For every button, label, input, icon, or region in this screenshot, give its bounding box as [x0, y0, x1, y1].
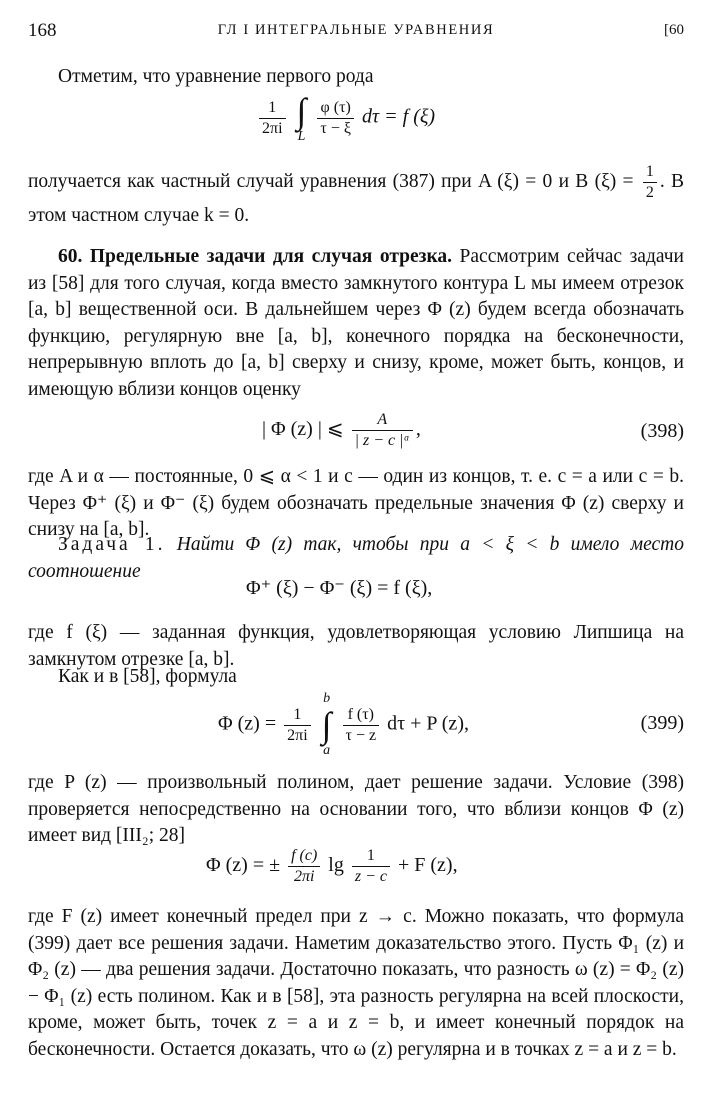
integrand-fraction: $\frac{f (\tau)}{\tau - z}$	[343, 705, 380, 746]
estimate-fraction: $\frac{A}{\text{| z − c |ᵅ}}$	[352, 410, 413, 451]
section-heading: 60. Предельные задачи для случая отрезка.	[58, 246, 453, 267]
formula-399: Φ (z) = $\frac{1}{2\pi i}$ b ∫ a $\frac{f (\tau)}{\tau - z}$ dτ + P (z),	[218, 691, 469, 758]
coefficient-fraction: $\frac{1}{2\pi i}$	[284, 705, 311, 746]
paragraph-polynomial: где P (z) — произвольный полином, дает решение задачи. Условие (398) проверяется непосредственно на основании того, что вблизи концов Φ (z) имеет вид [III₂; 28]	[28, 772, 684, 847]
paragraph-problem-1: Задача 1. Найти Φ (z) так, чтобы при a < ξ < b имело место соотношение	[28, 534, 684, 582]
formula-rhs: dτ + P (z),	[387, 712, 469, 735]
paragraph-proof-sketch: где F (z) имеет конечный предел при z → c. Можно показать, что формула (399) дает все решения задачи. Наметим доказательство этого. Пусть Φ₁ (z) и Φ₂ (z) — два решения задачи. Достаточно показать, что разность ω (z) = Φ₂ (z) − Φ₁ (z) есть полином. Как и в [58], эта разность регулярна на всей плоскости, кроме, может быть, точек z = a и z = b, и имеет конечный порядок на бесконечности. Остается доказать, что ω (z) регулярна и в точках z = a и z = b.	[28, 906, 684, 1060]
running-header	[28, 20, 684, 44]
equation-number-398: (398)	[640, 420, 684, 442]
coefficient-fraction: $\frac{1}{2\pi i}$	[259, 98, 286, 139]
one-half-fraction: $\frac{1}{2}$	[643, 162, 657, 203]
paragraph-section-60: 60. Предельные задачи для случая отрезка. Рассмотрим сейчас задачи из [58] для того случая, когда вместо замкнутого контура L мы имеем отрезок [a, b] вещественной оси. В дальнейшем через Φ (z) будем всегда обозначать функцию, регулярную вне [a, b], конечного порядка на бесконечности, непрерывную вплоть до [a, b] сверху и снизу, кроме, может быть, концов, и имеющую вблизи концов оценку	[28, 246, 684, 400]
integral-sign: ∫ L	[296, 91, 307, 144]
formula-boundary-condition: Φ⁺ (ξ) − Φ⁻ (ξ) = f (ξ),	[246, 577, 433, 599]
chapter-title: ГЛ I ИНТЕГРАЛЬНЫЕ УРАВНЕНИЯ	[217, 22, 495, 38]
formula-first-kind-equation	[256, 92, 435, 144]
paragraph-formula-intro: Как и в [58], формула	[58, 666, 237, 687]
paragraph-special-case: получается как частный случай уравнения (387) при A (ξ) = 0 и B (ξ) = $\frac{1}{2}$ . В этом частном случае k = 0.	[28, 163, 684, 226]
formula-398: | Φ (z) | ⩽ $\frac{A}{\text{| z − c |ᵅ}}$ ,	[262, 411, 421, 449]
formula-rhs: dτ = f (ξ)	[362, 105, 436, 128]
problem-label: Задача 1.	[58, 534, 166, 555]
section-reference: [60	[664, 22, 684, 38]
paragraph-constants: где A и α — постоянные, 0 ⩽ α < 1 и c — один из концов, т. е. c = a или c = b. Через Φ⁺ (ξ) и Φ⁻ (ξ) будем обозначать предельные значения Φ (z) сверху и снизу на [a, b].	[28, 466, 684, 541]
integral-sign: b ∫ a	[321, 691, 332, 758]
paragraph-lipschitz: где f (ξ) — заданная функция, удовлетворяющая условию Липшица на замкнутом отрезке [a, b].	[28, 622, 684, 670]
formula-endpoint-behavior: Φ (z) = ± $\frac{f (c)}{2\pi i}$ lg $\frac{1}{z - c}$ + F (z),	[206, 847, 458, 885]
equation-number-399: (399)	[640, 712, 684, 734]
integrand-fraction: $\frac{\varphi (\tau)}{\tau - \xi}$	[317, 98, 354, 139]
page-number: 168	[28, 20, 57, 41]
paragraph-intro: Отметим, что уравнение первого рода	[58, 66, 374, 87]
